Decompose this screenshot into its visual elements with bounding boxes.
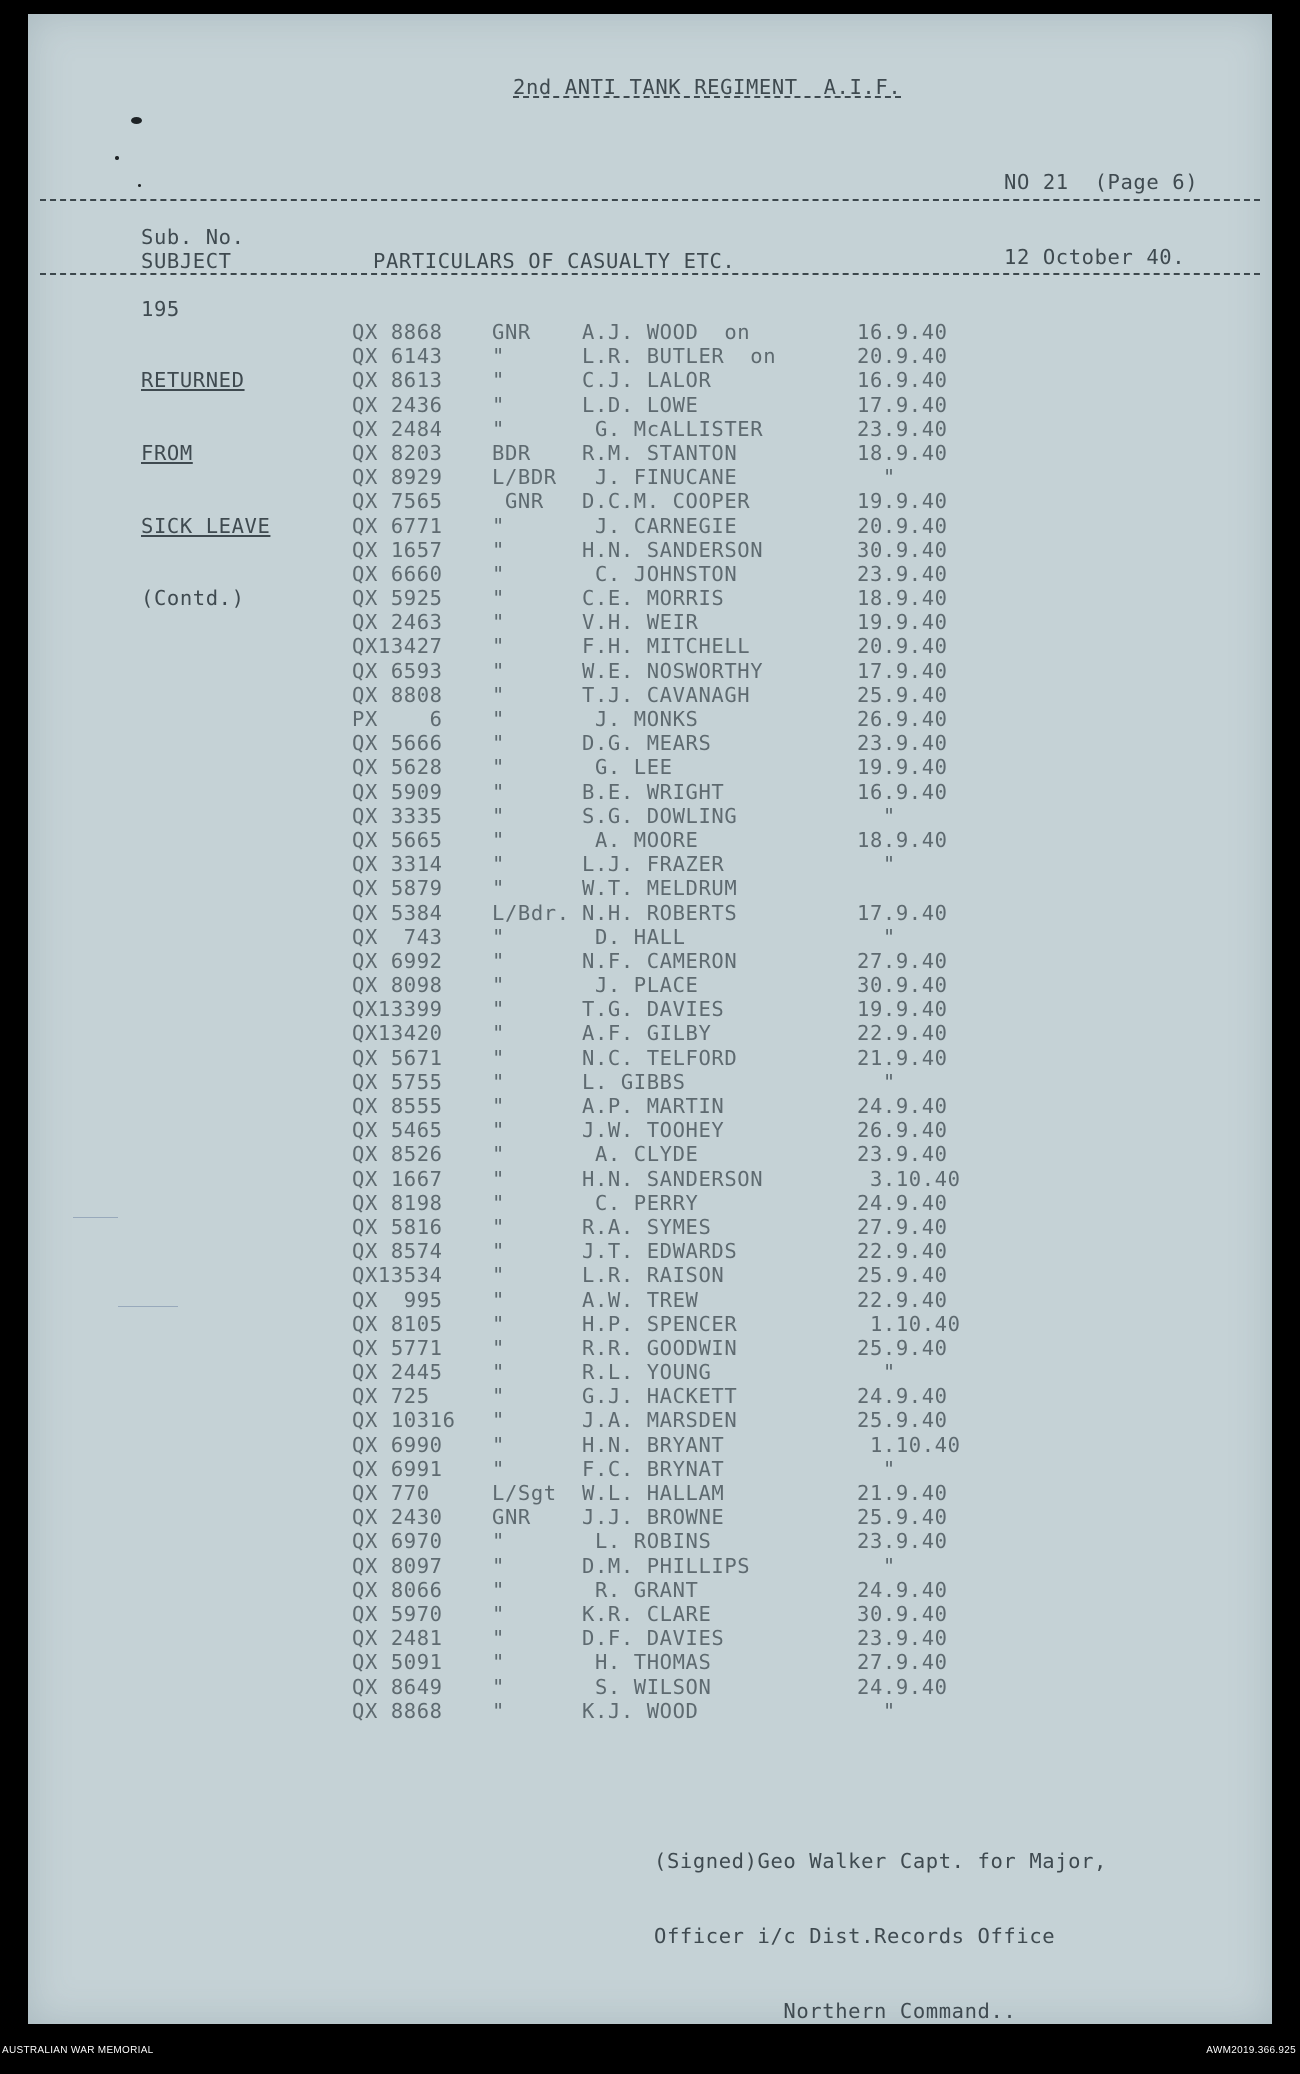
service-number: QX 6991 <box>352 1456 443 1481</box>
soldier-name: G.J. HACKETT <box>582 1384 738 1409</box>
return-date: 17.9.40 <box>857 658 948 683</box>
service-number: QX 6970 <box>352 1529 443 1554</box>
return-date: " <box>857 1069 896 1094</box>
rank: " <box>492 997 505 1022</box>
service-number: QX 8526 <box>352 1142 443 1167</box>
return-date: " <box>857 1698 896 1723</box>
rank: " <box>492 1094 505 1118</box>
soldier-name: L.D. LOWE <box>582 392 699 417</box>
soldier-name: H. THOMAS <box>582 1650 712 1675</box>
service-number: QX 770 <box>352 1481 430 1505</box>
return-date: " <box>857 465 896 490</box>
ink-dot <box>138 184 141 187</box>
return-date: 1.10.40 <box>857 1432 961 1457</box>
soldier-name: A. CLYDE <box>582 1142 699 1167</box>
return-date: 22.9.40 <box>857 1239 948 1264</box>
return-date: 20.9.40 <box>857 344 948 369</box>
soldier-name: R.A. SYMES <box>582 1214 712 1239</box>
rank: " <box>492 561 505 586</box>
return-date: 18.9.40 <box>857 440 948 465</box>
soldier-name: N.H. ROBERTS <box>582 900 738 925</box>
return-date: 17.9.40 <box>857 900 948 925</box>
return-date: 16.9.40 <box>857 320 948 344</box>
return-date: 19.9.40 <box>857 755 948 780</box>
rank: L/BDR <box>492 465 557 490</box>
rank: " <box>492 779 505 804</box>
soldier-name: L. GIBBS <box>582 1069 686 1094</box>
service-number: QX 5628 <box>352 755 443 780</box>
service-number: QX 8808 <box>352 682 443 707</box>
service-number: QX 8203 <box>352 440 443 465</box>
return-date: 25.9.40 <box>857 1335 948 1360</box>
return-date: 19.9.40 <box>857 489 948 514</box>
soldier-name: R. GRANT <box>582 1577 699 1602</box>
soldier-name: R.L. YOUNG <box>582 1360 712 1385</box>
service-number: QX 5970 <box>352 1601 443 1626</box>
service-number: QX 8066 <box>352 1577 443 1602</box>
rank: " <box>492 1553 505 1578</box>
service-number: QX 1667 <box>352 1166 443 1191</box>
rank: " <box>492 634 505 659</box>
subject-block <box>141 320 270 659</box>
return-date: 21.9.40 <box>857 1045 948 1070</box>
signature-line: Northern Command.. <box>654 1999 1017 2023</box>
rank: " <box>492 1674 505 1699</box>
column-header-subno: Sub. No. <box>141 225 245 249</box>
service-number: QX13420 <box>352 1021 443 1046</box>
soldier-name: L.R. RAISON <box>582 1263 725 1288</box>
return-date: 23.9.40 <box>857 1529 948 1554</box>
footer-credit: AUSTRALIAN WAR MEMORIAL <box>2 2045 154 2056</box>
rank: " <box>492 682 505 707</box>
soldier-name: C. PERRY <box>582 1190 699 1215</box>
service-number: QX 10316 <box>352 1408 456 1433</box>
rank: GNR <box>492 320 531 344</box>
service-number: QX 5925 <box>352 586 443 611</box>
return-date: " <box>857 1360 896 1385</box>
rank: " <box>492 1626 505 1651</box>
service-number: QX 6143 <box>352 344 443 369</box>
soldier-name: G. LEE <box>582 755 673 780</box>
rank: " <box>492 1650 505 1675</box>
soldier-name: A.W. TREW <box>582 1287 699 1312</box>
service-number: QX 5666 <box>352 731 443 756</box>
top-divider <box>40 199 1260 201</box>
return-date: 22.9.40 <box>857 1021 948 1046</box>
service-number: QX 725 <box>352 1384 430 1409</box>
subject-line: SICK LEAVE <box>141 513 271 538</box>
service-number: QX 6992 <box>352 948 443 973</box>
return-date: 27.9.40 <box>857 1650 948 1675</box>
service-number: QX 8097 <box>352 1553 443 1578</box>
return-date: 16.9.40 <box>857 368 948 393</box>
soldier-name: D.C.M. COOPER <box>582 489 751 514</box>
return-date: 24.9.40 <box>857 1094 948 1118</box>
service-number: QX 3335 <box>352 803 443 828</box>
column-header-subject: SUBJECT <box>141 249 232 273</box>
soldier-name: T.J. CAVANAGH <box>582 682 751 707</box>
soldier-name: D.M. PHILLIPS <box>582 1553 751 1578</box>
soldier-name: D.G. MEARS <box>582 731 712 756</box>
service-number: QX 1657 <box>352 537 443 562</box>
soldier-name: L.R. BUTLER on <box>582 344 777 369</box>
service-number: QX 8105 <box>352 1311 443 1336</box>
rank: " <box>492 827 505 852</box>
rank: " <box>492 1021 505 1046</box>
rank: " <box>492 1529 505 1554</box>
rank: " <box>492 1456 505 1481</box>
rank: " <box>492 755 505 780</box>
soldier-name: V.H. WEIR <box>582 610 699 635</box>
return-date: 25.9.40 <box>857 1263 948 1288</box>
service-number: QX 8868 <box>352 1698 443 1723</box>
rank: L/Bdr. <box>492 900 570 925</box>
rank: " <box>492 1142 505 1167</box>
rank: " <box>492 1384 505 1409</box>
rank: " <box>492 731 505 756</box>
return-date: 27.9.40 <box>857 1214 948 1239</box>
soldier-name: S. WILSON <box>582 1674 712 1699</box>
rank: " <box>492 658 505 683</box>
service-number: QX 5671 <box>352 1045 443 1070</box>
document-page <box>28 14 1272 2024</box>
return-date: 30.9.40 <box>857 1601 948 1626</box>
return-date: 23.9.40 <box>857 1142 948 1167</box>
rank: " <box>492 344 505 369</box>
rank: " <box>492 948 505 973</box>
service-number: QX 6771 <box>352 513 443 538</box>
return-date: 20.9.40 <box>857 634 948 659</box>
return-date: 23.9.40 <box>857 416 948 441</box>
service-number: QX 2463 <box>352 610 443 635</box>
rank: GNR <box>492 1505 531 1530</box>
soldier-name: N.C. TELFORD <box>582 1045 738 1070</box>
soldier-name: C.E. MORRIS <box>582 586 725 611</box>
service-number: QX 6990 <box>352 1432 443 1457</box>
soldier-name: S.G. DOWLING <box>582 803 738 828</box>
rank: " <box>492 1069 505 1094</box>
rank: " <box>492 1190 505 1215</box>
rank: " <box>492 1311 505 1336</box>
subject-line: RETURNED <box>141 368 245 393</box>
subject-line: (Contd.) <box>141 586 245 611</box>
rank: " <box>492 924 505 949</box>
soldier-name: H.P. SPENCER <box>582 1311 738 1336</box>
reference-number: NO 21 (Page 6) <box>1004 170 1199 194</box>
return-date: 24.9.40 <box>857 1190 948 1215</box>
return-date: 20.9.40 <box>857 513 948 538</box>
soldier-name: J. MONKS <box>582 707 699 731</box>
return-date: " <box>857 1456 896 1481</box>
service-number: QX 8098 <box>352 973 443 998</box>
rank: " <box>492 368 505 393</box>
service-number: QX13427 <box>352 634 443 659</box>
soldier-name: K.J. WOOD <box>582 1698 699 1723</box>
return-date: 26.9.40 <box>857 1118 948 1143</box>
subject-line: FROM <box>141 441 193 466</box>
rank: " <box>492 1432 505 1457</box>
rank: " <box>492 586 505 611</box>
service-number: QX 2430 <box>352 1505 443 1530</box>
pen-mark <box>118 1306 178 1307</box>
rank: GNR <box>492 489 544 514</box>
rank: " <box>492 876 505 901</box>
return-date: " <box>857 924 896 949</box>
rank: " <box>492 1408 505 1433</box>
service-number: QX 5384 <box>352 900 443 925</box>
soldier-name: J. CARNEGIE <box>582 513 738 538</box>
service-number: QX 5465 <box>352 1118 443 1143</box>
return-date: 18.9.40 <box>857 827 948 852</box>
soldier-name: R.M. STANTON <box>582 440 738 465</box>
soldier-name: T.G. DAVIES <box>582 997 725 1022</box>
return-date: 22.9.40 <box>857 1287 948 1312</box>
return-date: " <box>857 852 896 877</box>
return-date: 24.9.40 <box>857 1577 948 1602</box>
service-number: QX 2445 <box>352 1360 443 1385</box>
ink-dot <box>115 156 119 160</box>
return-date: 23.9.40 <box>857 1626 948 1651</box>
return-date: 30.9.40 <box>857 973 948 998</box>
soldier-name: H.N. SANDERSON <box>582 537 764 562</box>
soldier-name: W.E. NOSWORTHY <box>582 658 764 683</box>
rank: " <box>492 1214 505 1239</box>
soldier-name: W.T. MELDRUM <box>582 876 738 901</box>
rank: " <box>492 392 505 417</box>
rank: " <box>492 1045 505 1070</box>
service-number: QX 5879 <box>352 876 443 901</box>
column-header-particulars: PARTICULARS OF CASUALTY ETC. <box>373 249 736 273</box>
header-divider <box>40 273 1260 275</box>
rank: " <box>492 1360 505 1385</box>
return-date: 16.9.40 <box>857 779 948 804</box>
soldier-name: L.J. FRAZER <box>582 852 725 877</box>
soldier-name: B.E. WRIGHT <box>582 779 725 804</box>
service-number: QX 5665 <box>352 827 443 852</box>
soldier-name: J.T. EDWARDS <box>582 1239 738 1264</box>
signature-block <box>654 1799 1107 2074</box>
service-number: QX 8555 <box>352 1094 443 1118</box>
soldier-name: D. HALL <box>582 924 686 949</box>
pen-mark <box>73 1217 118 1218</box>
rank: L/Sgt <box>492 1481 557 1505</box>
soldier-name: F.H. MITCHELL <box>582 634 751 659</box>
signature-line: (Signed)Geo Walker Capt. for Major, <box>654 1849 1107 1873</box>
sub-number: 195 <box>141 297 180 321</box>
soldier-name: K.R. CLARE <box>582 1601 712 1626</box>
service-number: QX 8613 <box>352 368 443 393</box>
service-number: QX 5755 <box>352 1069 443 1094</box>
soldier-name: J.J. BROWNE <box>582 1505 725 1530</box>
service-number: QX 8649 <box>352 1674 443 1699</box>
soldier-name: J.A. MARSDEN <box>582 1408 738 1433</box>
rank: " <box>492 973 505 998</box>
return-date: 18.9.40 <box>857 586 948 611</box>
service-number: QX 6593 <box>352 658 443 683</box>
return-date: 1.10.40 <box>857 1311 961 1336</box>
soldier-name: A.F. GILBY <box>582 1021 712 1046</box>
soldier-name: R.R. GOODWIN <box>582 1335 738 1360</box>
ink-blot <box>131 117 142 124</box>
service-number: QX 5909 <box>352 779 443 804</box>
soldier-name: D.F. DAVIES <box>582 1626 725 1651</box>
service-number: QX 5816 <box>352 1214 443 1239</box>
rank: " <box>492 1263 505 1288</box>
service-number: QX 8198 <box>352 1190 443 1215</box>
document-title: 2nd ANTI TANK REGIMENT A.I.F. <box>513 75 902 99</box>
return-date: 23.9.40 <box>857 731 948 756</box>
return-date: 19.9.40 <box>857 610 948 635</box>
return-date: 24.9.40 <box>857 1674 948 1699</box>
soldier-name: C.J. LALOR <box>582 368 712 393</box>
return-date: 25.9.40 <box>857 682 948 707</box>
soldier-name: C. JOHNSTON <box>582 561 738 586</box>
rank: " <box>492 852 505 877</box>
service-number: QX 5091 <box>352 1650 443 1675</box>
soldier-name: A. MOORE <box>582 827 699 852</box>
soldier-name: L. ROBINS <box>582 1529 712 1554</box>
service-number: QX 2481 <box>352 1626 443 1651</box>
service-number: QX 2484 <box>352 416 443 441</box>
service-number: QX13534 <box>352 1263 443 1288</box>
return-date: " <box>857 1553 896 1578</box>
soldier-name: F.C. BRYNAT <box>582 1456 725 1481</box>
return-date: 23.9.40 <box>857 561 948 586</box>
document-reference <box>1004 120 1198 320</box>
rank: " <box>492 707 505 731</box>
return-date: 21.9.40 <box>857 1481 948 1505</box>
rank: " <box>492 513 505 538</box>
return-date: 25.9.40 <box>857 1505 948 1530</box>
service-number: QX 995 <box>352 1287 443 1312</box>
return-date: 17.9.40 <box>857 392 948 417</box>
rank: " <box>492 1287 505 1312</box>
signature-line: Officer i/c Dist.Records Office <box>654 1924 1056 1948</box>
soldier-name: J. PLACE <box>582 973 699 998</box>
service-number: QX 8574 <box>352 1239 443 1264</box>
return-date: 24.9.40 <box>857 1384 948 1409</box>
service-number: QX 5771 <box>352 1335 443 1360</box>
rank: " <box>492 1166 505 1191</box>
return-date: " <box>857 803 896 828</box>
return-date: 25.9.40 <box>857 1408 948 1433</box>
rank: " <box>492 1698 505 1723</box>
rank: " <box>492 803 505 828</box>
return-date: 27.9.40 <box>857 948 948 973</box>
rank: " <box>492 537 505 562</box>
soldier-name: A.P. MARTIN <box>582 1094 725 1118</box>
rank: " <box>492 1239 505 1264</box>
return-date: 30.9.40 <box>857 537 948 562</box>
return-date: 19.9.40 <box>857 997 948 1022</box>
soldier-name: J.W. TOOHEY <box>582 1118 725 1143</box>
return-date: 3.10.40 <box>857 1166 961 1191</box>
service-number: PX 6 <box>352 707 443 731</box>
soldier-name: J. FINUCANE <box>582 465 738 490</box>
service-number: QX13399 <box>352 997 443 1022</box>
return-date: 26.9.40 <box>857 707 948 731</box>
service-number: QX 8929 <box>352 465 443 490</box>
soldier-name: G. McALLISTER <box>582 416 764 441</box>
reference-date: 12 October 40. <box>1004 245 1186 269</box>
soldier-name: A.J. WOOD on <box>582 320 751 344</box>
service-number: QX 2436 <box>352 392 443 417</box>
service-number: QX 7565 <box>352 489 443 514</box>
soldier-name: H.N. BRYANT <box>582 1432 725 1457</box>
footer-accession-number: AWM2019.366.925 <box>1206 2045 1296 2056</box>
rank: " <box>492 1601 505 1626</box>
rank: " <box>492 416 505 441</box>
rank: BDR <box>492 440 531 465</box>
rank: " <box>492 1335 505 1360</box>
soldier-name: H.N. SANDERSON <box>582 1166 764 1191</box>
service-number: QX 743 <box>352 924 443 949</box>
service-number: QX 3314 <box>352 852 443 877</box>
rank: " <box>492 1577 505 1602</box>
soldier-name: W.L. HALLAM <box>582 1481 725 1505</box>
service-number: QX 6660 <box>352 561 443 586</box>
rank: " <box>492 1118 505 1143</box>
rank: " <box>492 610 505 635</box>
soldier-name: N.F. CAMERON <box>582 948 738 973</box>
service-number: QX 8868 <box>352 320 443 344</box>
